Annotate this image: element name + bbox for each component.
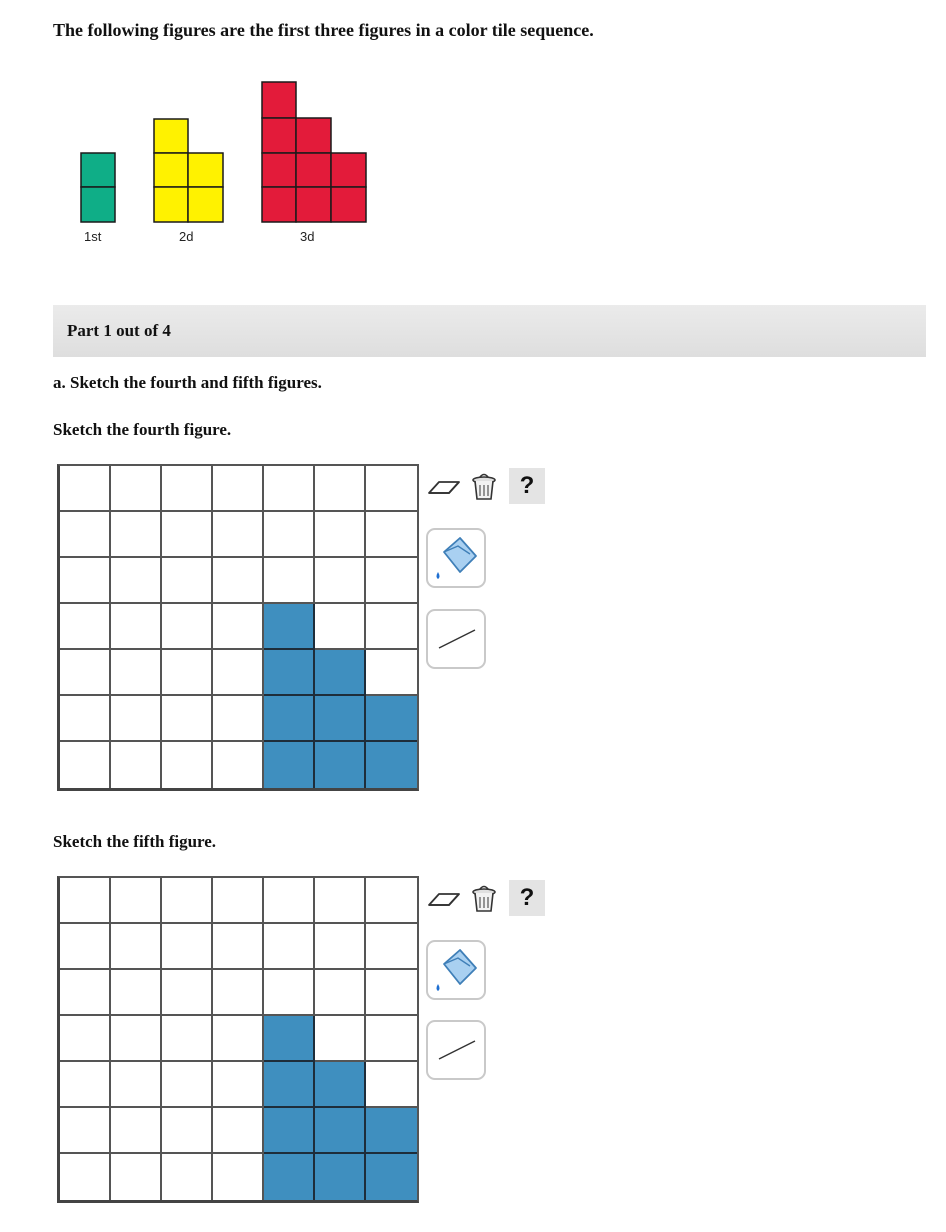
- grid-cell[interactable]: [315, 650, 366, 696]
- trash-icon: [469, 881, 499, 915]
- grid-cell[interactable]: [162, 466, 213, 512]
- grid-cell[interactable]: [162, 970, 213, 1016]
- eraser-button[interactable]: [425, 468, 461, 504]
- grid-cell[interactable]: [162, 650, 213, 696]
- sketch-grid-fifth[interactable]: [57, 876, 419, 1203]
- grid-cell[interactable]: [315, 604, 366, 650]
- grid-cell[interactable]: [315, 970, 366, 1016]
- grid-cell[interactable]: [111, 1016, 162, 1062]
- grid-cell[interactable]: [264, 512, 315, 558]
- grid-cell[interactable]: [264, 558, 315, 604]
- grid-cell[interactable]: [264, 650, 315, 696]
- grid-cell[interactable]: [213, 650, 264, 696]
- grid-cell[interactable]: [111, 1062, 162, 1108]
- grid-cell[interactable]: [60, 1154, 111, 1200]
- grid-cell[interactable]: [315, 1154, 366, 1200]
- grid-cell[interactable]: [111, 604, 162, 650]
- grid-cell[interactable]: [366, 1062, 417, 1108]
- grid-cell[interactable]: [162, 1062, 213, 1108]
- grid-cell[interactable]: [213, 1016, 264, 1062]
- grid-cell[interactable]: [213, 1108, 264, 1154]
- figure-sequence: [70, 75, 390, 255]
- grid-cell[interactable]: [162, 1154, 213, 1200]
- page-title: The following figures are the first three figures in a color tile sequence.: [53, 20, 594, 40]
- grid-cell[interactable]: [60, 466, 111, 512]
- help-button[interactable]: ?: [509, 468, 545, 504]
- figure-2: [154, 119, 223, 222]
- paint-bucket-icon: [430, 944, 482, 996]
- grid-cell[interactable]: [60, 650, 111, 696]
- grid-cell[interactable]: [315, 742, 366, 788]
- grid-cell[interactable]: [60, 924, 111, 970]
- grid-cell[interactable]: [60, 696, 111, 742]
- grid-cell[interactable]: [111, 970, 162, 1016]
- grid-cell[interactable]: [213, 604, 264, 650]
- grid-cell[interactable]: [264, 742, 315, 788]
- grid-cell[interactable]: [111, 924, 162, 970]
- trash-icon: [469, 469, 499, 503]
- part-header: [53, 305, 926, 357]
- grid-cell[interactable]: [213, 696, 264, 742]
- grid-cell[interactable]: [315, 466, 366, 512]
- grid-cell[interactable]: [366, 924, 417, 970]
- trash-button[interactable]: [466, 468, 502, 504]
- grid-cell[interactable]: [366, 696, 417, 742]
- grid-cell[interactable]: [315, 1108, 366, 1154]
- grid-cell[interactable]: [60, 558, 111, 604]
- grid-cell[interactable]: [264, 466, 315, 512]
- question-sub-1: Sketch the fourth figure.: [53, 420, 232, 439]
- grid-cell[interactable]: [315, 558, 366, 604]
- grid-cell[interactable]: [111, 512, 162, 558]
- grid-cell[interactable]: [264, 1016, 315, 1062]
- grid-cell[interactable]: [60, 1016, 111, 1062]
- grid-cell[interactable]: [60, 878, 111, 924]
- grid-cell[interactable]: [162, 558, 213, 604]
- line-icon: [430, 613, 482, 665]
- grid-cell[interactable]: [111, 1154, 162, 1200]
- grid-cell[interactable]: [315, 512, 366, 558]
- grid-cell[interactable]: [366, 558, 417, 604]
- grid-cell[interactable]: [213, 1062, 264, 1108]
- eraser-button[interactable]: [425, 880, 461, 916]
- grid-cell[interactable]: [213, 1154, 264, 1200]
- grid-cell[interactable]: [366, 1154, 417, 1200]
- grid-cell[interactable]: [60, 742, 111, 788]
- grid-cell[interactable]: [213, 970, 264, 1016]
- grid-cell[interactable]: [162, 1016, 213, 1062]
- grid-cell[interactable]: [264, 1154, 315, 1200]
- grid-cell[interactable]: [366, 878, 417, 924]
- grid-cell[interactable]: [111, 696, 162, 742]
- eraser-icon: [425, 883, 461, 913]
- line-tool-button[interactable]: [426, 1020, 486, 1080]
- grid-cell[interactable]: [366, 970, 417, 1016]
- figure-1-label: 1st: [84, 229, 102, 244]
- grid-cell[interactable]: [315, 878, 366, 924]
- trash-button[interactable]: [466, 880, 502, 916]
- grid-cell[interactable]: [111, 878, 162, 924]
- figure-2-label: 2d: [179, 229, 194, 244]
- grid-cell[interactable]: [213, 558, 264, 604]
- sketch-grid-fourth[interactable]: [57, 464, 419, 791]
- grid-cell[interactable]: [60, 1062, 111, 1108]
- grid-cell[interactable]: [315, 1062, 366, 1108]
- grid-cell[interactable]: [264, 1108, 315, 1154]
- grid-cell[interactable]: [264, 604, 315, 650]
- grid-cell[interactable]: [366, 604, 417, 650]
- figure-3-label: 3d: [300, 229, 315, 244]
- grid-cell[interactable]: [315, 924, 366, 970]
- grid-cell[interactable]: [162, 604, 213, 650]
- grid-cell[interactable]: [60, 604, 111, 650]
- grid-cell[interactable]: [111, 650, 162, 696]
- grid-cell[interactable]: [162, 512, 213, 558]
- paint-bucket-icon: [430, 532, 482, 584]
- figure-3: [262, 82, 366, 222]
- part-label: Part 1 out of 4: [67, 321, 171, 340]
- grid-cell[interactable]: [213, 512, 264, 558]
- eraser-icon: [425, 471, 461, 501]
- grid-cell[interactable]: [111, 742, 162, 788]
- grid-cell[interactable]: [366, 742, 417, 788]
- grid-cell[interactable]: [111, 466, 162, 512]
- grid-cell[interactable]: [264, 696, 315, 742]
- grid-cell[interactable]: [264, 878, 315, 924]
- grid-cell[interactable]: [60, 1108, 111, 1154]
- question-sub-2: Sketch the fifth figure.: [53, 832, 217, 851]
- grid-cell[interactable]: [111, 1108, 162, 1154]
- grid-cell[interactable]: [162, 1108, 213, 1154]
- grid-cell[interactable]: [264, 924, 315, 970]
- grid-cell[interactable]: [264, 1062, 315, 1108]
- grid-cell[interactable]: [366, 650, 417, 696]
- figure-1: [81, 153, 115, 222]
- grid-cell[interactable]: [162, 924, 213, 970]
- grid-cell[interactable]: [213, 742, 264, 788]
- grid-cell[interactable]: [162, 742, 213, 788]
- grid-cell[interactable]: [162, 878, 213, 924]
- grid-cell[interactable]: [60, 970, 111, 1016]
- grid-cell[interactable]: [315, 696, 366, 742]
- grid-cell[interactable]: [366, 1108, 417, 1154]
- fill-tool-button[interactable]: [426, 528, 486, 588]
- grid-cell[interactable]: [315, 1016, 366, 1062]
- fill-tool-button[interactable]: [426, 940, 486, 1000]
- grid-cell[interactable]: [366, 1016, 417, 1062]
- grid-cell[interactable]: [213, 878, 264, 924]
- grid-cell[interactable]: [111, 558, 162, 604]
- line-icon: [430, 1024, 482, 1076]
- grid-cell[interactable]: [366, 466, 417, 512]
- line-tool-button[interactable]: [426, 609, 486, 669]
- grid-cell[interactable]: [213, 924, 264, 970]
- question-main: a. Sketch the fourth and fifth figures.: [53, 373, 322, 392]
- help-button[interactable]: ?: [509, 880, 545, 916]
- grid-cell[interactable]: [60, 512, 111, 558]
- grid-cell[interactable]: [162, 696, 213, 742]
- grid-cell[interactable]: [366, 512, 417, 558]
- grid-cell[interactable]: [213, 466, 264, 512]
- grid-cell[interactable]: [264, 970, 315, 1016]
